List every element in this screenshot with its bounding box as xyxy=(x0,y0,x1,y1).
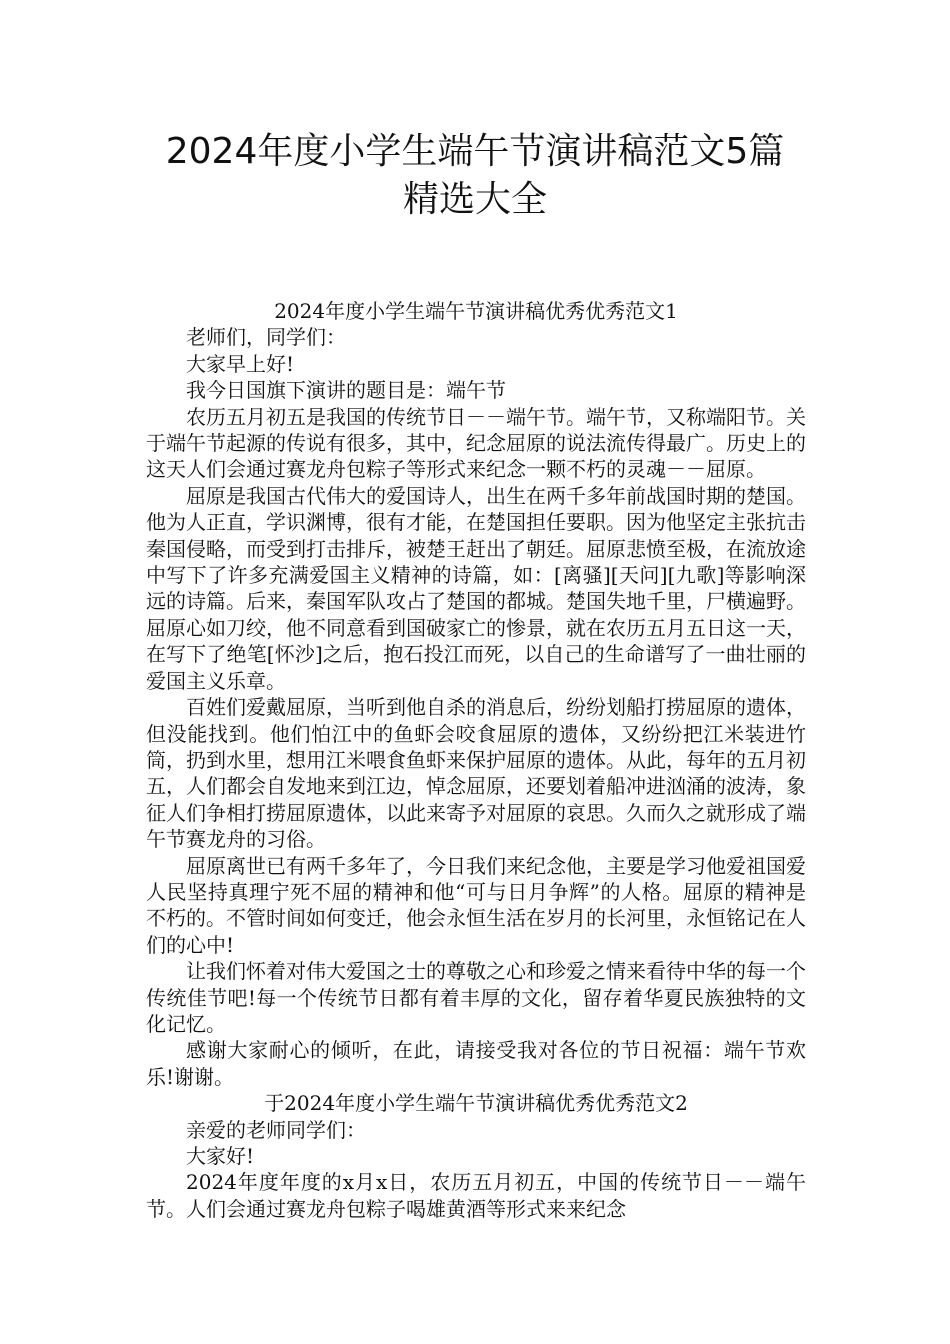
body-paragraph: 感谢大家耐心的倾听，在此，请接受我对各位的节日祝福：端午节欢乐!谢谢。 xyxy=(146,1038,806,1089)
greeting: 大家早上好! xyxy=(186,351,295,376)
speech-topic: 我今日国旗下演讲的题目是：端午节 xyxy=(186,378,506,403)
body-paragraph: 让我们怀着对伟大爱国之士的尊敬之心和珍爱之情来看待中华的每一个传统佳节吧!每一个传统节日都有着丰厚的文化，留存着华夏民族独特的文化记忆。 xyxy=(146,959,806,1036)
document-title xyxy=(0,128,950,224)
document-body xyxy=(146,298,806,1222)
body-paragraph: 农历五月初五是我国的传统节日－－端午节。端午节，又称端阳节。关于端午节起源的传说有很多，其中，纪念屈原的说法流传得最广。历史上的这天人们会通过赛龙舟包粽子等形式来纪念一颗不朽的灵魂－－屈原。 xyxy=(146,404,806,482)
section-heading: 于2024年度小学生端午节演讲稿优秀优秀范文2 xyxy=(264,1091,688,1116)
greeting: 大家好! xyxy=(186,1144,255,1168)
body-paragraph: 屈原是我国古代伟大的爱国诗人，出生在两千多年前战国时期的楚国。他为人正直，学识渊博，很有才能，在楚国担任要职。因为他坚定主张抗击秦国侵略，而受到打击排斥，被楚王赶出了朝廷。屈原悲愤至极，在流放途中写下了许多充满爱国主义精神的诗篇，如：[离骚][天问][九歌]等影响深远的诗篇。后来，秦国军队攻占了楚国的都城。楚国失地千里，尸横遍野。屈原心如刀绞，他不同意看到国破家亡的惨景，就在农历五月五日这一天，在写下了绝笔[怀沙]之后，抱石投江而死，以自己的生命谱写了一曲壮丽的爱国主义乐章。 xyxy=(146,483,806,693)
body-paragraph: 屈原离世已有两千多年了，今日我们来纪念他，主要是学习他爱祖国爱人民坚持真理宁死不屈的精神和他“可与日月争辉”的人格。屈原的精神是不朽的。不管时间如何变迁，他会永恒生活在岁月的长河里，永恒铭记在人们的心中! xyxy=(146,853,806,957)
salutation: 老师们，同学们： xyxy=(186,325,346,350)
body-paragraph: 2024年度年度的x月x日，农历五月初五，中国的传统节日－－端午节。人们会通过赛龙舟包粽子喝雄黄酒等形式来来纪念 xyxy=(146,1170,806,1221)
document-title-line-2: 精选大全 xyxy=(402,179,547,220)
section-heading: 2024年度小学生端午节演讲稿优秀优秀范文1 xyxy=(274,299,678,323)
document-title-line-1: 2024年度小学生端午节演讲稿范文5篇 xyxy=(165,131,785,172)
body-paragraph: 百姓们爱戴屈原，当听到他自杀的消息后，纷纷划船打捞屈原的遗体，但没能找到。他们怕江中的鱼虾会咬食屈原的遗体，又纷纷把江米装进竹筒，扔到水里，想用江米喂食鱼虾来保护屈原的遗体。从此，每年的五月初五，人们都会自发地来到江边，悼念屈原，还要划着船冲进汹涌的波涛，象征人们争相打捞屈原遗体，以此来寄予对屈原的哀思。久而久之就形成了端午节赛龙舟的习俗。 xyxy=(146,695,806,852)
salutation: 亲爱的老师同学们： xyxy=(186,1117,366,1142)
